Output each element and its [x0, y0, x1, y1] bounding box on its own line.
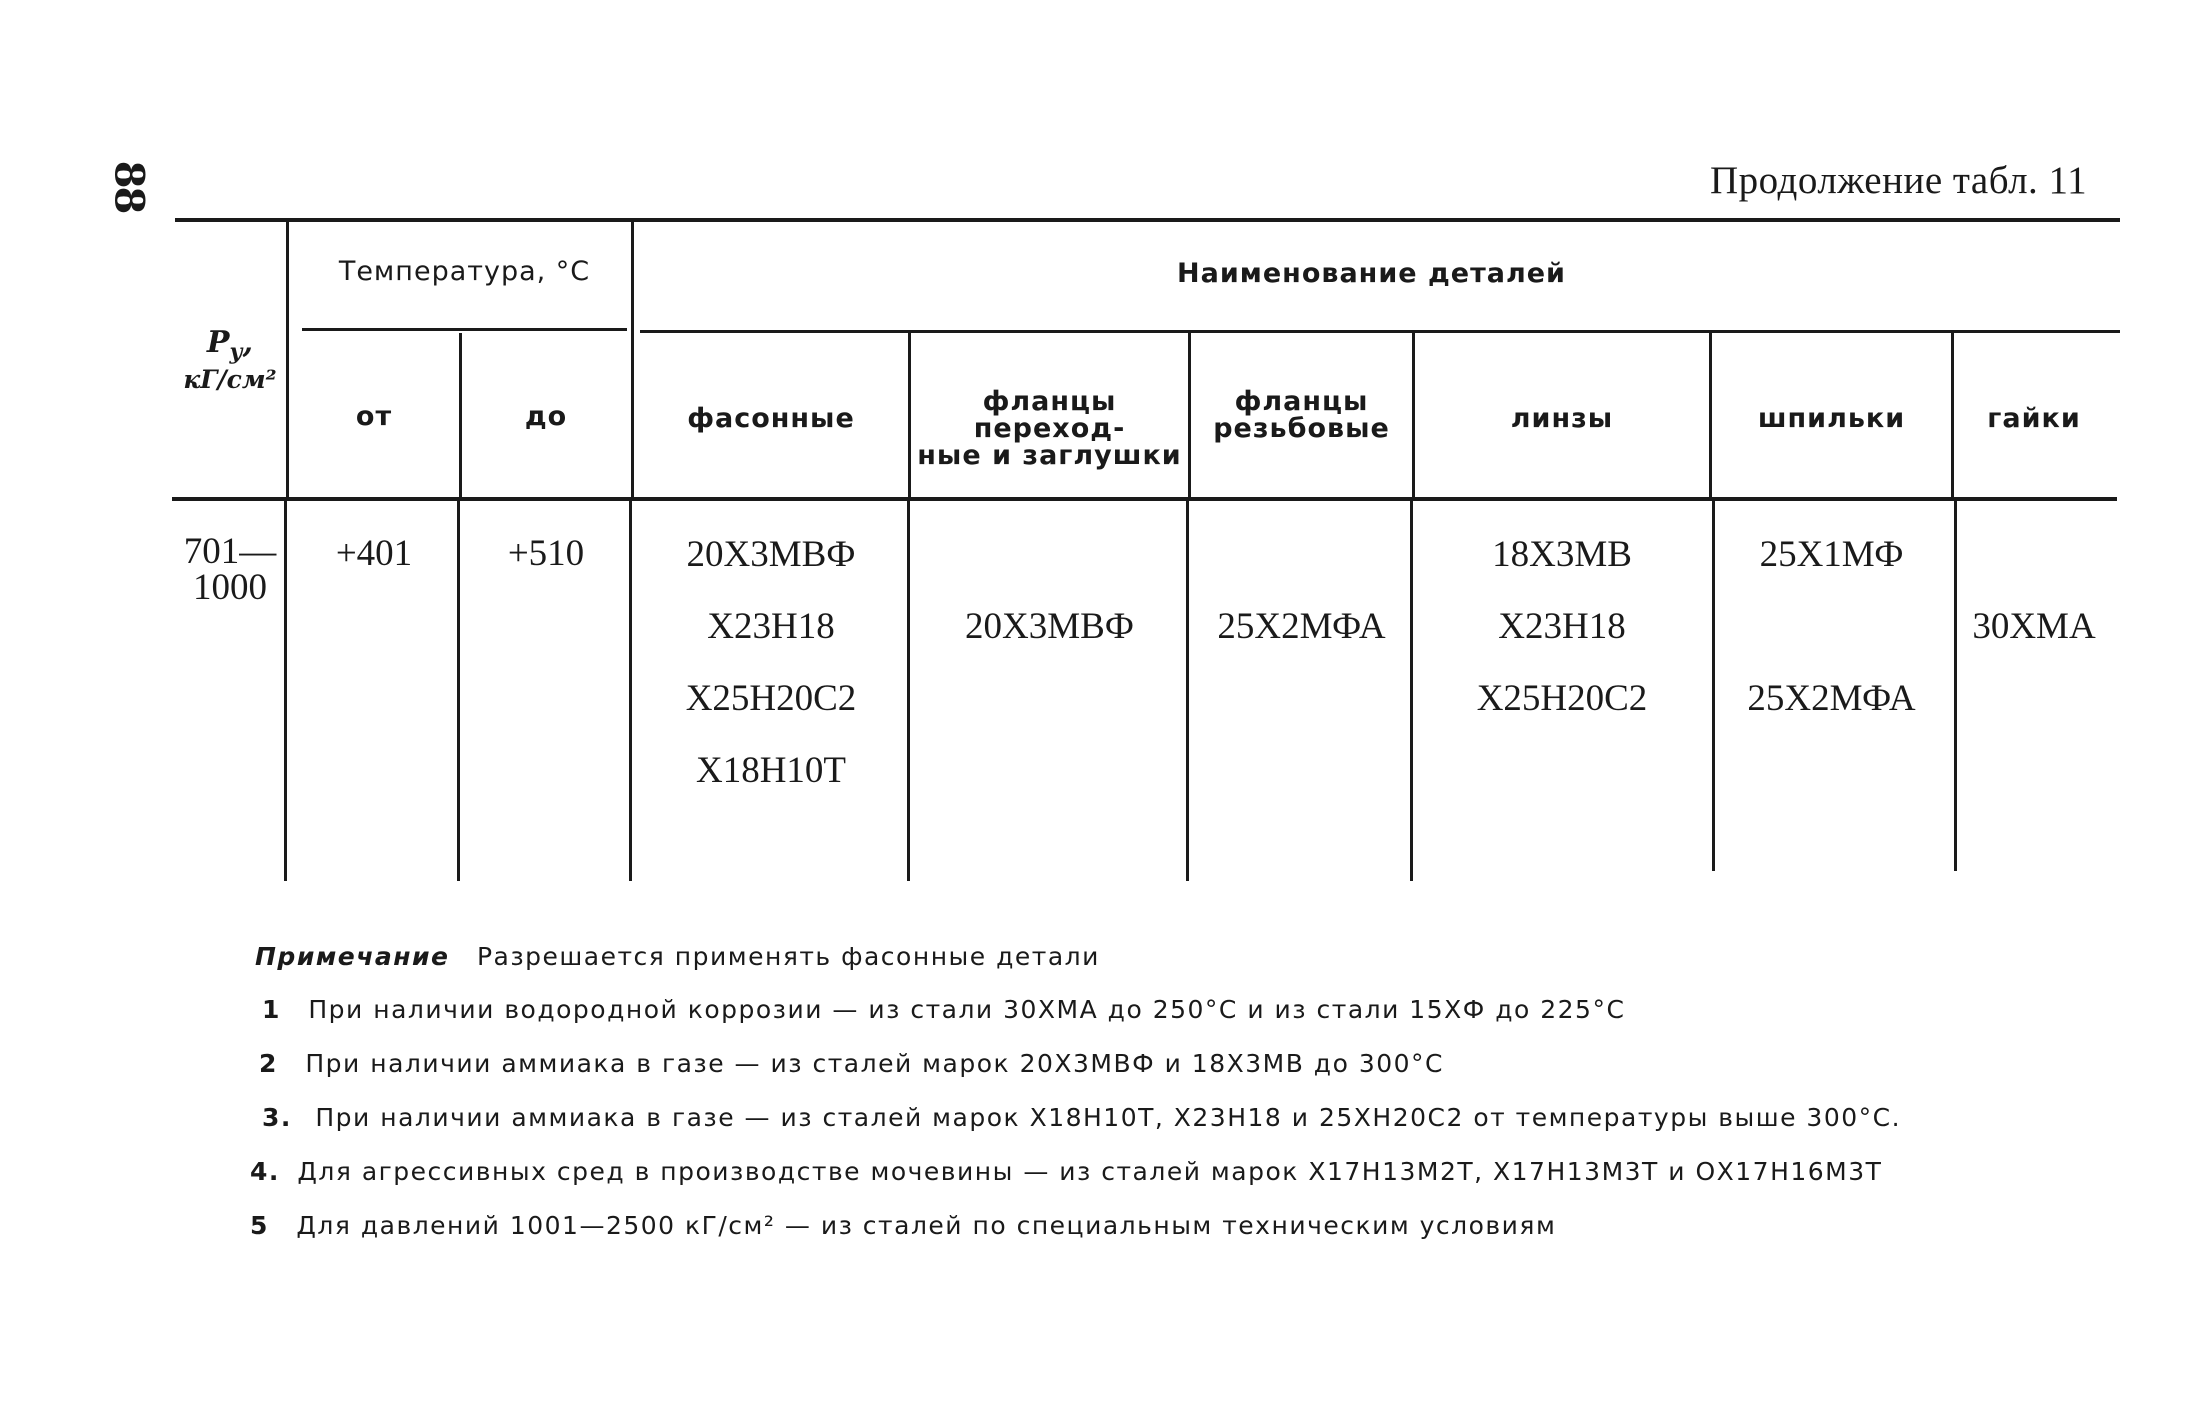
col-divider-1	[286, 222, 289, 497]
lenses-material-3: Х25Н20С2	[1476, 678, 1648, 719]
header-bottom-rule	[172, 497, 2117, 501]
note-text-2: При наличии аммиака в газе — из сталей марок 20Х3МВФ и 18Х3МВ до 300°С	[305, 1049, 1445, 1078]
temp-to-value: +510	[507, 533, 585, 574]
note-item-2	[259, 1049, 1444, 1078]
pressure-value-line1: 701—	[183, 531, 277, 572]
nuts-material: 30ХМА	[1972, 606, 2096, 647]
notes-title: Примечание	[255, 942, 450, 971]
lenses-material-2: Х23Н18	[1498, 606, 1626, 647]
temperature-to-header: до	[524, 401, 568, 432]
note-number-5: 5	[250, 1211, 269, 1240]
lenses-material-1: 18Х3МВ	[1492, 534, 1632, 575]
temp-from-value: +401	[335, 533, 413, 574]
column-header-flanges-threaded-line2: резьбовые	[1213, 413, 1390, 444]
table-continuation-label: Продолжение табл. 11	[1710, 159, 2088, 202]
notes-intro: Разрешается применять фасонные детали	[476, 942, 1100, 971]
pressure-header: $P_у$,	[206, 325, 254, 365]
col-divider-1-body	[284, 501, 287, 881]
col-divider-5-body	[1186, 501, 1189, 881]
column-header-lenses: линзы	[1510, 403, 1614, 434]
note-text-1: При наличии водородной коррозии — из стали 30ХМА до 250°С и из стали 15ХФ до 225°С	[308, 995, 1626, 1024]
column-header-flanges-transition-line1: фланцы переход-	[973, 386, 1126, 444]
studs-material-2: 25Х2МФА	[1747, 678, 1916, 719]
pressure-subscript: у	[229, 339, 243, 365]
note-text-4: Для агрессивных сред в производстве мочевины — из сталей марок Х17Н13М2Т, Х17Н13М3Т и ОХ17Н16М3Т	[297, 1157, 1883, 1186]
column-header-flanges-transition-line2: ные и заглушки	[917, 440, 1182, 471]
table-top-rule	[175, 218, 2120, 222]
note-item-4	[250, 1157, 1882, 1186]
notes-header-line	[255, 942, 1100, 971]
temperature-from-header: от	[355, 401, 393, 432]
studs-material-1: 25Х1МФ	[1759, 534, 1904, 575]
column-header-flanges-threaded-line1: фланцы	[1234, 386, 1369, 417]
col-divider-8-body	[1954, 501, 1957, 871]
note-number-4: 4.	[250, 1157, 280, 1186]
column-header-studs: шпильки	[1757, 403, 1906, 434]
note-item-3	[262, 1103, 1901, 1132]
col-divider-6-body	[1410, 501, 1413, 881]
note-number-2: 2	[259, 1049, 278, 1078]
parts-group-header: Наименование деталей	[1177, 258, 1566, 289]
note-item-5	[250, 1211, 1556, 1240]
shaped-material-4: Х18Н10Т	[695, 750, 847, 791]
temperature-group-header: Температура, °С	[338, 256, 591, 287]
pressure-symbol: P	[206, 325, 230, 360]
column-header-shaped: фасонные	[687, 403, 855, 434]
note-item-1	[262, 995, 1625, 1024]
shaped-material-3: Х25Н20С2	[685, 678, 857, 719]
flanges-threaded-material: 25Х2МФА	[1217, 606, 1386, 647]
page-number: 88	[105, 160, 153, 213]
pressure-value-line2: 1000	[193, 567, 267, 608]
shaped-material-1: 20Х3МВФ	[686, 534, 856, 575]
column-header-flanges-threaded	[1191, 388, 1412, 442]
note-number-3: 3.	[262, 1103, 292, 1132]
column-header-flanges-transition	[911, 388, 1188, 469]
note-text-5: Для давлений 1001—2500 кГ/см² — из сталей по специальным техническим условиям	[296, 1211, 1557, 1240]
shaped-material-2: Х23Н18	[707, 606, 835, 647]
temperature-subheader-rule	[302, 328, 627, 331]
pressure-unit: кГ/см²	[183, 365, 277, 394]
flanges-transition-material: 20Х3МВФ	[964, 606, 1135, 647]
parts-subheader-rule	[640, 330, 2120, 333]
note-number-1: 1	[262, 995, 281, 1024]
note-text-3: При наличии аммиака в газе — из сталей марок Х18Н10Т, Х23Н18 и 25ХН20С2 от температуры выше 300°С.	[315, 1103, 1902, 1132]
column-header-nuts: гайки	[1987, 403, 2081, 434]
